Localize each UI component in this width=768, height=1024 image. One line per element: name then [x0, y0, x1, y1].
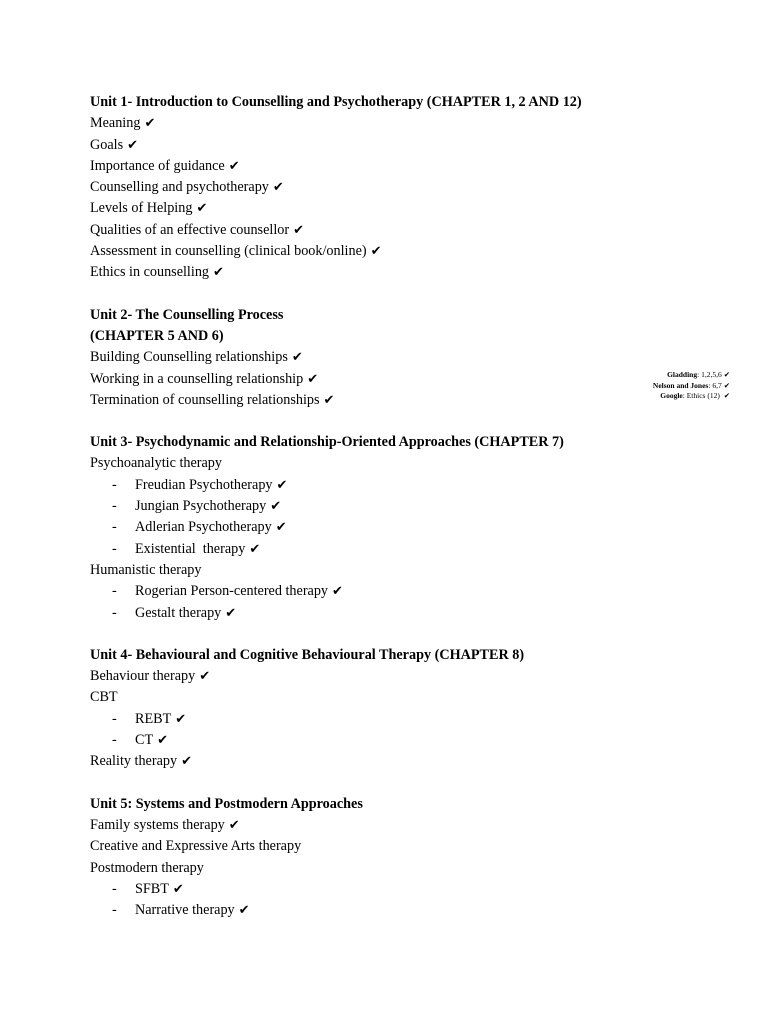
checkmark-icon: ✔: [175, 711, 187, 727]
checkmark-icon: ✔: [144, 116, 156, 132]
item-text: Postmodern therapy: [90, 859, 204, 876]
item-text: Behaviour therapy: [90, 668, 196, 685]
checkmark-icon: ✔: [270, 499, 282, 515]
item-text: CT: [135, 732, 154, 749]
item-text: CBT: [90, 689, 118, 706]
dash-bullet: -: [112, 710, 117, 727]
item-text: Family systems therapy: [90, 816, 225, 833]
list-item: [90, 836, 650, 857]
item-text: Building Counselling relationships: [90, 349, 288, 366]
unit-heading: Unit 3- Psychodynamic and Relationship-Oriented Approaches (CHAPTER 7): [90, 434, 564, 451]
checkmark-icon: ✔: [291, 350, 303, 366]
checkmark-icon: ✔: [238, 903, 250, 919]
checkmark-icon: ✔: [181, 754, 192, 770]
item-text: REBT: [135, 710, 172, 727]
dash-bullet: -: [112, 519, 117, 536]
list-item: [90, 347, 650, 368]
list-item: [90, 453, 650, 474]
list-item: [90, 666, 650, 687]
item-text: Importance of guidance: [90, 157, 225, 174]
item-text: Termination of counselling relationships: [90, 391, 320, 408]
sub-list-item: [90, 517, 650, 538]
unit-section: [90, 645, 650, 773]
item-text: Adlerian Psychotherapy: [135, 519, 272, 536]
list-item: [90, 113, 650, 134]
item-text: Rogerian Person-centered therapy: [135, 583, 329, 600]
list-item: [90, 560, 650, 581]
list-item: [90, 369, 650, 390]
checkmark-icon: ✔: [370, 244, 382, 260]
item-text: Goals: [90, 136, 124, 153]
list-item: [90, 815, 650, 836]
unit-heading: Unit 5: Systems and Postmodern Approaches: [90, 795, 363, 812]
syllabus-document: [90, 92, 650, 942]
unit-section: [90, 92, 650, 284]
list-item: [90, 390, 650, 411]
checkmark-icon: ✔: [199, 669, 211, 685]
item-text: Freudian Psychotherapy: [135, 476, 273, 493]
side-note-source: Google: [660, 391, 683, 400]
item-text: Working in a counselling relationship: [90, 370, 304, 387]
list-item: [90, 177, 650, 198]
item-text: Narrative therapy: [135, 902, 235, 919]
sub-list-item: [90, 603, 650, 624]
checkmark-icon: ✔: [228, 158, 240, 174]
dash-bullet: -: [112, 498, 117, 515]
side-note-row: [600, 370, 730, 381]
item-text: Ethics in counselling: [90, 264, 210, 281]
side-note: [600, 370, 730, 402]
checkmark-icon: ✔: [157, 733, 169, 749]
sub-list-item: [90, 475, 650, 496]
checkmark-icon: ✔: [228, 817, 240, 833]
checkmark-icon: ✔: [225, 605, 237, 621]
dash-bullet: -: [112, 540, 117, 557]
item-text: Existential therapy: [135, 540, 246, 557]
sub-list-item: [90, 730, 650, 751]
list-item: [90, 135, 650, 156]
unit-section: [90, 794, 650, 922]
checkmark-icon: ✔: [276, 477, 288, 493]
checkmark-icon: ✔: [272, 180, 284, 196]
checkmark-icon: ✔: [127, 137, 139, 153]
item-text: Gestalt therapy: [135, 604, 222, 621]
checkmark-icon: ✔: [307, 371, 319, 387]
checkmark-icon: ✔: [196, 201, 208, 217]
sub-list-item: [90, 879, 650, 900]
unit-heading: Unit 2- The Counselling Process: [90, 306, 284, 323]
side-note-row: [600, 381, 730, 392]
list-item: [90, 220, 650, 241]
unit-heading: (CHAPTER 5 AND 6): [90, 327, 224, 344]
dash-bullet: -: [112, 604, 117, 621]
list-item: [90, 156, 650, 177]
unit-section: [90, 305, 650, 411]
checkmark-icon: ✔: [323, 392, 335, 408]
unit-heading: Unit 1- Introduction to Counselling and Psychotherapy (CHAPTER 1, 2 AND 12): [90, 94, 582, 110]
unit-section: [90, 432, 650, 624]
sub-list-item: [90, 900, 650, 921]
item-text: Assessment in counselling (clinical book/online): [90, 243, 367, 260]
item-text: Reality therapy: [90, 753, 178, 770]
checkmark-icon: ✔: [249, 541, 261, 557]
side-note-detail: : Ethics (12): [682, 391, 722, 400]
checkmark-icon: ✔: [293, 222, 304, 238]
side-note-source: Nelson and Jones: [652, 380, 709, 390]
checkmark-icon: ✔: [723, 370, 730, 379]
checkmark-icon: ✔: [332, 584, 343, 600]
side-note-detail: : 6,7: [708, 380, 722, 390]
item-text: Psychoanalytic therapy: [90, 455, 222, 472]
item-text: Creative and Expressive Arts therapy: [90, 838, 302, 855]
checkmark-icon: ✔: [723, 380, 730, 390]
dash-bullet: -: [112, 732, 117, 749]
sub-list-item: [90, 496, 650, 517]
item-text: Humanistic therapy: [90, 561, 202, 578]
item-text: Counselling and psychotherapy: [90, 179, 269, 196]
checkmark-icon: ✔: [172, 881, 184, 897]
dash-bullet: -: [112, 880, 117, 897]
item-text: Meaning: [90, 115, 141, 132]
item-text: Levels of Helping: [90, 200, 193, 217]
list-item: [90, 687, 650, 708]
item-text: SFBT: [135, 880, 169, 897]
checkmark-icon: ✔: [275, 520, 287, 536]
list-item: [90, 751, 650, 772]
list-item: [90, 858, 650, 879]
item-text: Qualities of an effective counsellor: [90, 221, 290, 238]
side-note-detail: : 1,2,5,6: [697, 370, 722, 379]
dash-bullet: -: [112, 583, 117, 600]
list-item: [90, 198, 650, 219]
unit-heading: Unit 4- Behavioural and Cognitive Behavioural Therapy (CHAPTER 8): [90, 646, 525, 663]
side-note-row: [600, 391, 730, 402]
sub-list-item: [90, 709, 650, 730]
item-text: Jungian Psychotherapy: [135, 498, 267, 515]
dash-bullet: -: [112, 902, 117, 919]
checkmark-icon: ✔: [213, 265, 224, 281]
list-item: [90, 262, 650, 283]
list-item: [90, 241, 650, 262]
checkmark-icon: ✔: [723, 391, 730, 400]
sub-list-item: [90, 581, 650, 602]
side-note-source: Gladding: [667, 370, 698, 379]
sub-list-item: [90, 539, 650, 560]
dash-bullet: -: [112, 476, 117, 493]
